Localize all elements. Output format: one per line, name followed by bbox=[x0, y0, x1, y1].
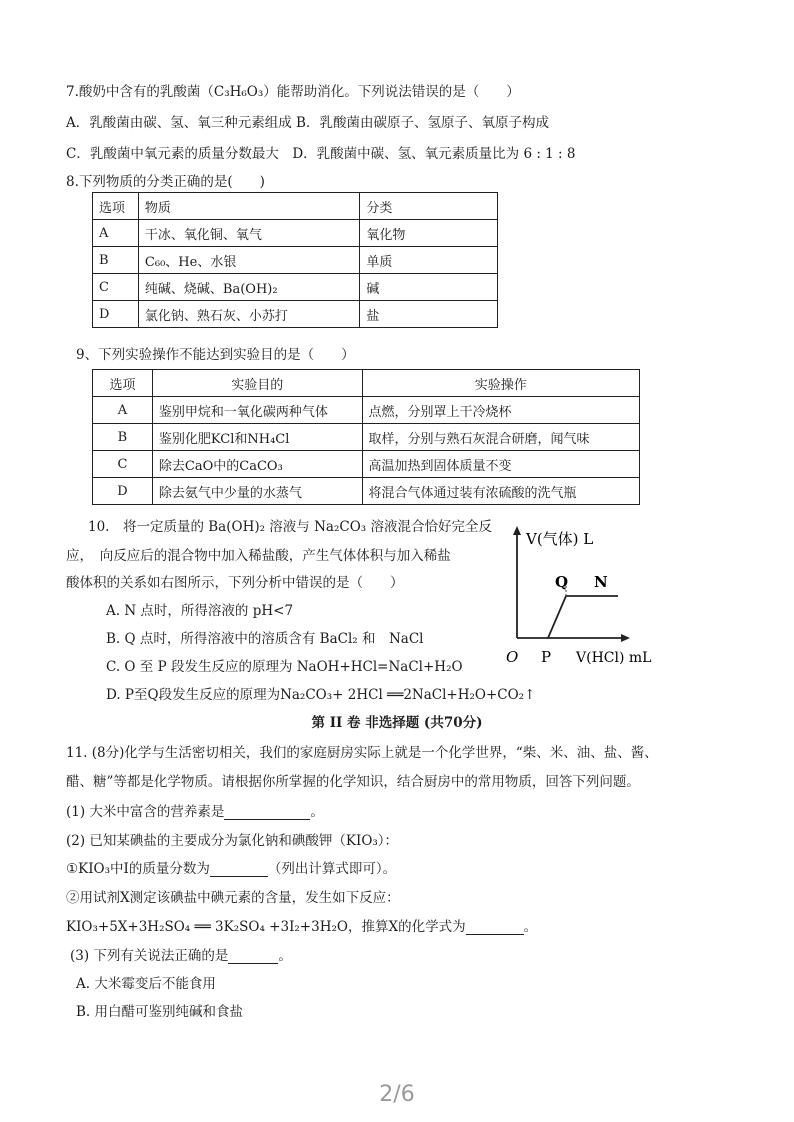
answer-blank[interactable] bbox=[228, 963, 278, 964]
gas-volume-line bbox=[548, 596, 618, 638]
q11-part2b: ②用试剂X测定该碘盐中碘元素的含量，发生如下反应： bbox=[66, 890, 400, 906]
q9-table bbox=[92, 369, 640, 505]
q11-equation-end: 。 bbox=[523, 919, 538, 935]
y-axis-label: V(气体) L bbox=[526, 530, 594, 548]
table-header-cell: 选项 bbox=[93, 193, 139, 220]
table-row bbox=[93, 397, 640, 424]
table-row bbox=[93, 478, 640, 505]
table-cell: 除去CaO中的CaCO₃ bbox=[152, 451, 362, 478]
q11-part3-option-b: B. 用白醋可鉴别纯碱和食盐 bbox=[76, 1004, 244, 1020]
table-row bbox=[93, 301, 498, 328]
table-row bbox=[93, 274, 498, 301]
q10-option-c: C. O 至 P 段发生反应的原理为 NaOH+HCl=NaCl+H₂O bbox=[106, 659, 463, 675]
table-cell: 高温加热到固体质量不变 bbox=[362, 451, 639, 478]
q10-option-a: A. N 点时，所得溶液的 pH<7 bbox=[106, 603, 294, 619]
table-row bbox=[93, 220, 498, 247]
table-cell: A bbox=[93, 220, 139, 247]
table-cell: 碱 bbox=[360, 274, 498, 301]
q11-part2a-end: （列出计算式即可）。 bbox=[267, 861, 397, 877]
q11-stem-line1: 11. (8分)化学与生活密切相关，我们的家庭厨房实际上就是一个化学世界，“柴、米、油、盐、酱、 bbox=[66, 745, 658, 761]
q8-table bbox=[92, 192, 498, 328]
table-header-cell: 实验操作 bbox=[362, 370, 639, 397]
answer-blank[interactable] bbox=[224, 819, 310, 820]
table-cell: 点燃，分别罩上干冷烧杯 bbox=[362, 397, 639, 424]
q10-option-b: B. Q 点时，所得溶液中的溶质含有 BaCl₂ 和 NaCl bbox=[106, 631, 424, 647]
table-cell: D bbox=[93, 478, 153, 505]
q9-stem: 9、下列实验操作不能达到实验目的是（ ） bbox=[76, 347, 355, 363]
table-cell: D bbox=[93, 301, 139, 328]
page-indicator: 2/6 bbox=[379, 1082, 415, 1107]
q11-part1 bbox=[66, 800, 324, 820]
table-cell: 氯化钠、熟石灰、小苏打 bbox=[138, 301, 359, 328]
q10-option-d: D. P至Q段发生反应的原理为Na₂CO₃+ 2HCl ══2NaCl+H₂O+CO₂↑ bbox=[106, 687, 536, 703]
table-cell: C bbox=[93, 274, 139, 301]
table-cell: 单质 bbox=[360, 247, 498, 274]
q8-stem: 8.下列物质的分类正确的是( ) bbox=[66, 174, 265, 190]
q7-stem: 7.酸奶中含有的乳酸菌（C₃H₆O₃）能帮助消化。下列说法错误的是（ ） bbox=[66, 84, 520, 100]
q11-part3-end: 。 bbox=[278, 948, 292, 964]
table-header-cell: 物质 bbox=[138, 193, 359, 220]
table-cell: B bbox=[93, 424, 153, 451]
q11-equation bbox=[66, 915, 537, 935]
table-cell: B bbox=[93, 247, 139, 274]
q11-part2a bbox=[66, 857, 396, 877]
q11-part2: (2) 已知某碘盐的主要成分为氯化钠和碘酸钾（KIO₃）： bbox=[66, 833, 399, 849]
table-header-cell: 实验目的 bbox=[152, 370, 362, 397]
answer-blank[interactable] bbox=[210, 876, 268, 877]
table-header-row bbox=[93, 193, 498, 220]
q11-part1-text: (1) 大米中富含的营养素是 bbox=[66, 804, 225, 820]
q11-part3-option-a: A. 大米霉变后不能食用 bbox=[76, 976, 216, 992]
x-axis-arrow bbox=[621, 634, 630, 642]
y-axis-arrow bbox=[513, 526, 521, 535]
table-cell: 氧化物 bbox=[360, 220, 498, 247]
table-row bbox=[93, 247, 498, 274]
q11-stem-line2: 醋、糖”等都是化学物质。请根据你所掌握的化学知识，结合厨房中的常用物质，回答下列问题。 bbox=[66, 774, 640, 790]
table-row bbox=[93, 424, 640, 451]
section-2-heading: 第 II 卷 非选择题 (共70分) bbox=[311, 715, 483, 731]
q10-stem-line2: 应， 向反应后的混合物中加入稀盐酸，产生气体体积与加入稀盐 bbox=[66, 548, 451, 564]
table-cell: C bbox=[93, 451, 153, 478]
x-axis-label: V(HCl) mL bbox=[576, 650, 652, 666]
q10-gas-volume-graph bbox=[500, 520, 680, 670]
point-q-label: Q bbox=[555, 573, 569, 591]
q7-options-ab: A．乳酸菌由碳、氢、氧三种元素组成 B．乳酸菌由碳原子、氢原子、氧原子构成 bbox=[66, 115, 549, 131]
q11-part3-text: (3) 下列有关说法正确的是 bbox=[70, 948, 229, 964]
table-cell: 纯碱、烧碱、Ba(OH)₂ bbox=[138, 274, 359, 301]
table-header-row bbox=[93, 370, 640, 397]
table-cell: A bbox=[93, 397, 153, 424]
table-cell: 鉴别化肥KCl和NH₄Cl bbox=[152, 424, 362, 451]
table-cell: 除去氨气中少量的水蒸气 bbox=[152, 478, 362, 505]
point-n-label: N bbox=[594, 573, 608, 591]
q11-part2a-text: ①KIO₃中I的质量分数为 bbox=[66, 861, 210, 877]
answer-blank[interactable] bbox=[466, 934, 524, 935]
q11-part3 bbox=[70, 944, 292, 964]
q10-stem-line3: 酸体积的关系如右图所示，下列分析中错误的是（ ） bbox=[66, 575, 404, 591]
point-p-label: P bbox=[541, 648, 552, 666]
table-cell: 鉴别甲烷和一氧化碳两种气体 bbox=[152, 397, 362, 424]
q11-part1-end: 。 bbox=[310, 804, 324, 820]
q10-stem-line1: 10. 将一定质量的 Ba(OH)₂ 溶液与 Na₂CO₃ 溶液混合恰好完全反 bbox=[88, 519, 492, 535]
table-cell: 盐 bbox=[360, 301, 498, 328]
q7-options-cd: C．乳酸菌中氧元素的质量分数最大 D．乳酸菌中碳、氢、氧元素质量比为 6 : 1 : 8 bbox=[66, 146, 576, 162]
table-row bbox=[93, 451, 640, 478]
origin-label: O bbox=[506, 648, 519, 666]
table-header-cell: 选项 bbox=[93, 370, 153, 397]
table-header-cell: 分类 bbox=[360, 193, 498, 220]
table-cell: 将混合气体通过装有浓硫酸的洗气瓶 bbox=[362, 478, 639, 505]
q11-equation-text: KIO₃+5X+3H₂SO₄ ══ 3K₂SO₄ +3I₂+3H₂O，推算X的化学式为 bbox=[66, 919, 466, 935]
table-cell: 取样，分别与熟石灰混合研磨，闻气味 bbox=[362, 424, 639, 451]
table-cell: 干冰、氧化铜、氧气 bbox=[138, 220, 359, 247]
table-cell: C₆₀、He、水银 bbox=[138, 247, 359, 274]
